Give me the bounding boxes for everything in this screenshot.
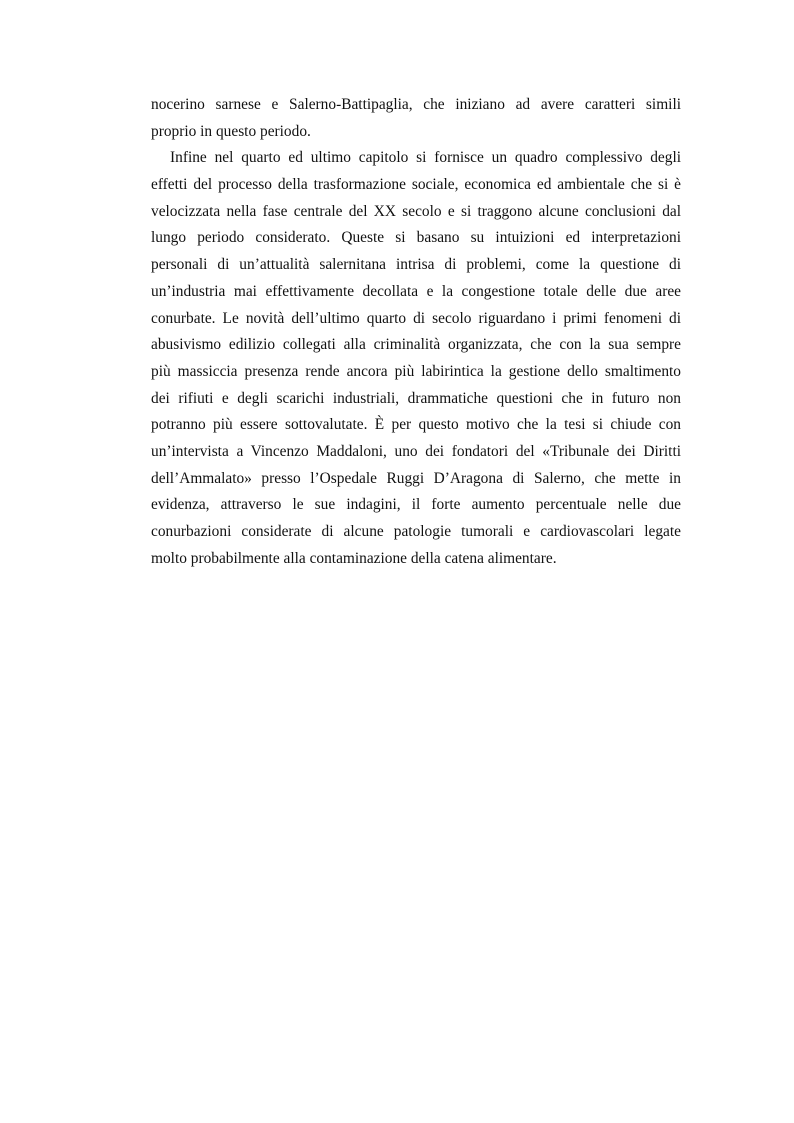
text-line: molto probabilmente alla contaminazione della catena alimentare.	[151, 549, 557, 567]
text-line: potranno più essere sottovalutate. È per questo motivo che la tesi si chiude con	[151, 416, 681, 434]
text-line: dei rifiuti e degli scarichi industriali, drammatiche questioni che in futuro non	[151, 389, 681, 407]
paragraph-conclusion	[151, 145, 681, 572]
text-line: Infine nel quarto ed ultimo capitolo si fornisce un quadro complessivo degli	[170, 149, 681, 167]
text-line: evidenza, attraverso le sue indagini, il forte aumento percentuale nelle due	[151, 496, 681, 514]
text-line: lungo periodo considerato. Queste si basano su intuizioni ed interpretazioni	[151, 229, 681, 247]
text-line: un’industria mai effettivamente decollata e la congestione totale delle due aree	[151, 282, 681, 300]
paragraph-continued	[151, 92, 681, 145]
text-line: conurbate. Le novità dell’ultimo quarto di secolo riguardano i primi fenomeni di	[151, 309, 681, 327]
text-line: proprio in questo periodo.	[151, 122, 311, 140]
text-line: nocerino sarnese e Salerno-Battipaglia, che iniziano ad avere caratteri simili	[151, 96, 681, 113]
text-line: dell’Ammalato» presso l’Ospedale Ruggi D’Aragona di Salerno, che mette in	[151, 469, 681, 487]
body-text	[151, 92, 681, 572]
text-line: conurbazioni considerate di alcune patologie tumorali e cardiovascolari legate	[151, 523, 681, 540]
text-line: un’intervista a Vincenzo Maddaloni, uno dei fondatori del «Tribunale dei Diritti	[151, 442, 681, 460]
text-line: velocizzata nella fase centrale del XX secolo e si traggono alcune conclusioni dal	[151, 202, 681, 220]
text-line: personali di un’attualità salernitana intrisa di problemi, come la questione di	[151, 256, 681, 274]
text-line: abusivismo edilizio collegati alla criminalità organizzata, che con la sua sempre	[151, 336, 681, 354]
text-line: più massiccia presenza rende ancora più labirintica la gestione dello smaltimento	[151, 362, 681, 380]
text-line: effetti del processo della trasformazione sociale, economica ed ambientale che si è	[151, 176, 681, 194]
